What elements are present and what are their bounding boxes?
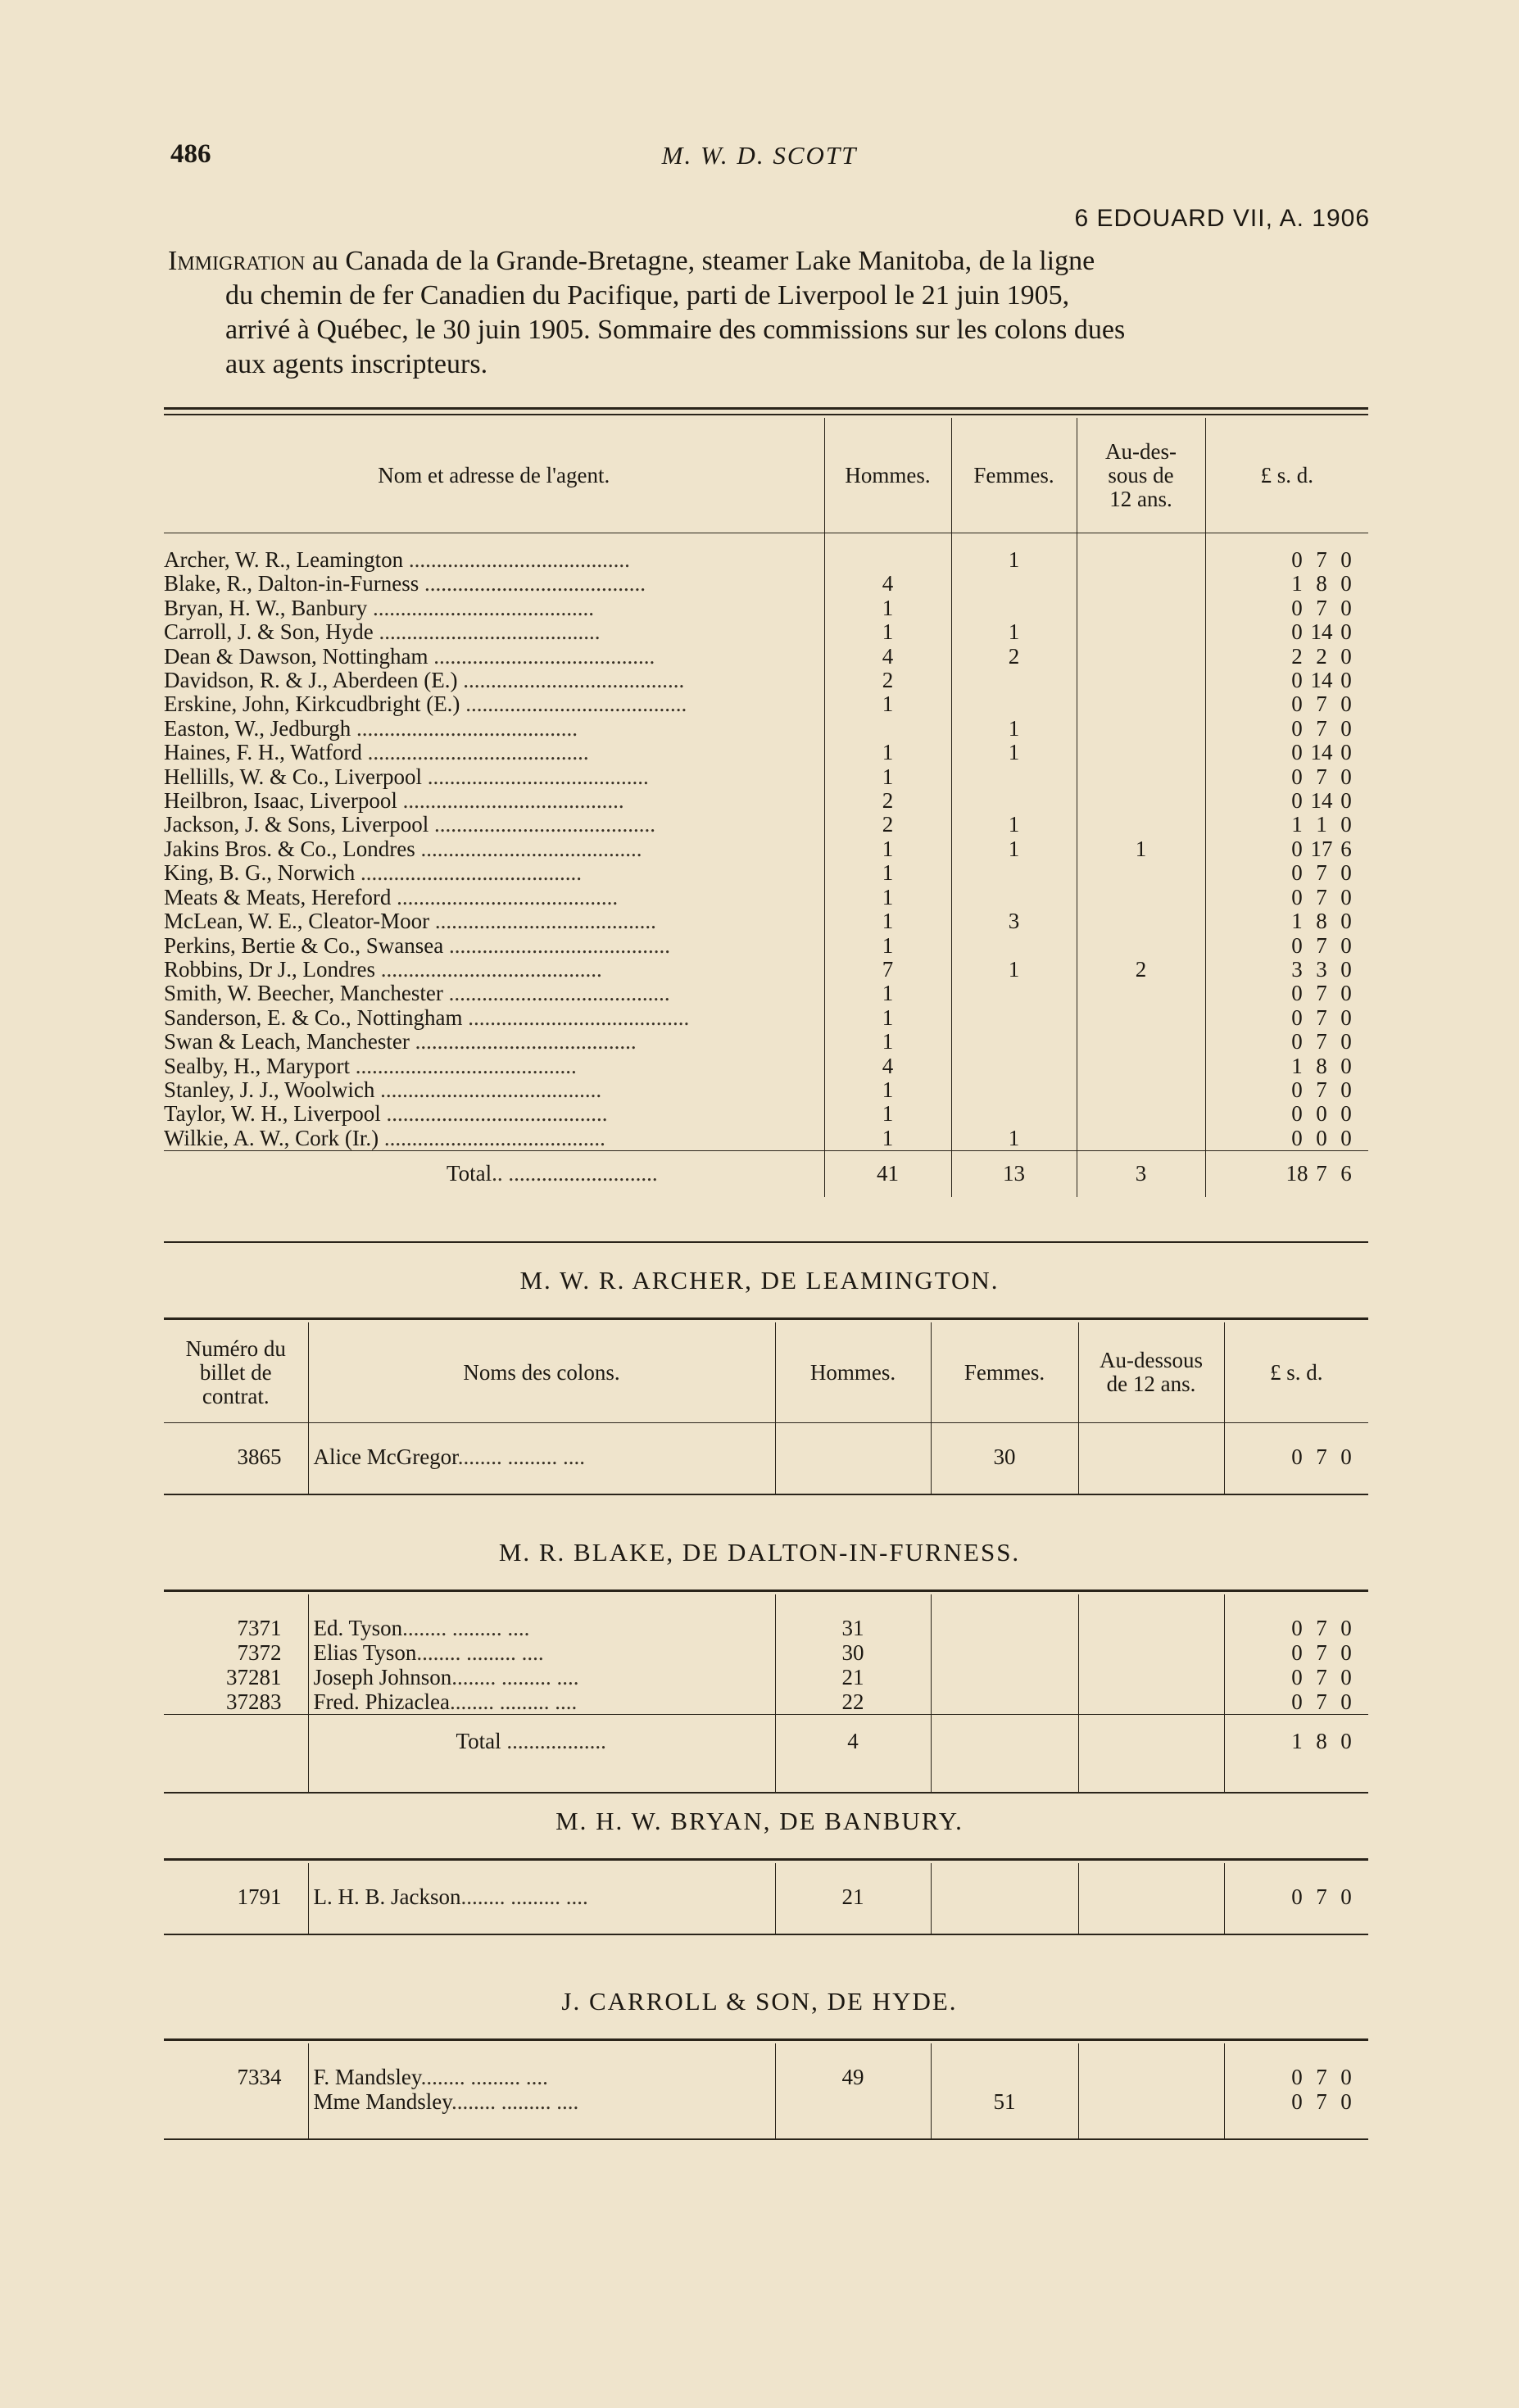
ticket-number: 1791 xyxy=(237,1884,282,1909)
summary-row xyxy=(164,861,1368,885)
section-top-rule xyxy=(164,1317,1368,1320)
men-count: 1 xyxy=(824,1127,951,1151)
men-age xyxy=(775,1423,931,1470)
summary-row xyxy=(164,1030,1368,1054)
under12-count xyxy=(1077,741,1205,764)
women-count xyxy=(951,1006,1077,1030)
summary-row xyxy=(164,692,1368,716)
colonist-name: Mme Mandsley........ ......... .... xyxy=(308,2089,775,2114)
summary-row xyxy=(164,1078,1368,1102)
session-label: 6 EDOUARD VII, A. 1906 xyxy=(1074,205,1370,232)
agent-name: Robbins, Dr J., Londres ........................................ xyxy=(164,957,602,982)
women-count xyxy=(951,982,1077,1005)
men-count: 1 xyxy=(824,837,951,861)
men-count: 1 xyxy=(824,596,951,620)
men-count: 1 xyxy=(824,861,951,885)
summary-row xyxy=(164,1054,1368,1078)
men-count: 1 xyxy=(824,741,951,764)
col-header-men: Hommes. xyxy=(775,1322,931,1423)
colonist-name: L. H. B. Jackson........ ......... .... xyxy=(308,1863,775,1909)
colonist-table xyxy=(164,1863,1368,1934)
women-age xyxy=(931,1689,1078,1715)
men-age: 30 xyxy=(775,1640,931,1665)
agent-name: Easton, W., Jedburgh ........................................ xyxy=(164,716,578,741)
summary-bottom-rule xyxy=(164,1241,1368,1243)
women-count: 2 xyxy=(951,645,1077,669)
ticket-number: 7372 xyxy=(237,1640,282,1665)
commission-amount: 0 7 0 xyxy=(1224,1689,1368,1715)
women-count xyxy=(951,886,1077,909)
under12-count xyxy=(1077,934,1205,958)
total-men: 41 xyxy=(824,1151,951,1198)
section-title: J. CARROLL & SON, DE HYDE. xyxy=(561,1987,958,2016)
commission-amount: 0 7 0 xyxy=(1205,717,1368,741)
intro-lead: Immigration xyxy=(168,246,306,276)
commission-amount: 0 7 0 xyxy=(1205,982,1368,1005)
under12-value xyxy=(1078,1689,1224,1715)
men-count xyxy=(824,533,951,573)
agent-name: Archer, W. R., Leamington ........................................ xyxy=(164,547,630,572)
men-count: 1 xyxy=(824,1030,951,1054)
summary-row xyxy=(164,886,1368,909)
commission-amount: 0 7 0 xyxy=(1205,934,1368,958)
women-count: 1 xyxy=(951,837,1077,861)
colonist-row xyxy=(164,1640,1368,1665)
col-header-under12: Au-des- sous de 12 ans. xyxy=(1077,418,1205,533)
summary-row xyxy=(164,1102,1368,1126)
colonist-row xyxy=(164,2043,1368,2089)
running-head-author: M. W. D. SCOTT xyxy=(661,141,858,170)
colonist-table xyxy=(164,1322,1368,1494)
summary-row xyxy=(164,765,1368,789)
summary-row xyxy=(164,596,1368,620)
men-count: 4 xyxy=(824,645,951,669)
men-count: 1 xyxy=(824,1078,951,1102)
under12-count: 1 xyxy=(1077,837,1205,861)
commission-amount: 0 7 0 xyxy=(1224,1594,1368,1640)
under12-count xyxy=(1077,1078,1205,1102)
men-age: 49 xyxy=(775,2043,931,2089)
commission-amount: 0 7 0 xyxy=(1205,1006,1368,1030)
under12-count xyxy=(1077,692,1205,716)
commission-amount: 0 7 0 xyxy=(1205,861,1368,885)
women-count: 3 xyxy=(951,909,1077,933)
summary-row xyxy=(164,741,1368,764)
ticket-number: 37281 xyxy=(226,1665,282,1689)
section-total-money: 1 8 0 xyxy=(1224,1715,1368,1768)
under12-count xyxy=(1077,813,1205,837)
men-age: 21 xyxy=(775,1665,931,1689)
section-top-rule xyxy=(164,1858,1368,1861)
women-count xyxy=(951,572,1077,596)
ticket-number: 7334 xyxy=(237,2065,282,2089)
commission-amount: 0 7 0 xyxy=(1205,1078,1368,1102)
commission-amount: 0 14 0 xyxy=(1205,669,1368,692)
summary-row xyxy=(164,909,1368,933)
agent-name: Jackson, J. & Sons, Liverpool ........................................ xyxy=(164,813,655,837)
section-top-rule xyxy=(164,1589,1368,1592)
commission-amount: 0 0 0 xyxy=(1205,1127,1368,1151)
under12-value xyxy=(1078,2089,1224,2114)
men-count: 2 xyxy=(824,813,951,837)
agent-name: Blake, R., Dalton-in-Furness ........................................ xyxy=(164,572,646,596)
summary-row xyxy=(164,982,1368,1005)
colonist-name: Fred. Phizaclea........ ......... .... xyxy=(308,1689,775,1715)
under12-count xyxy=(1077,789,1205,813)
summary-row xyxy=(164,572,1368,596)
col-header-under12: Au-dessous de 12 ans. xyxy=(1078,1322,1224,1423)
women-count: 1 xyxy=(951,741,1077,764)
agent-name: Taylor, W. H., Liverpool ........................................ xyxy=(164,1102,608,1127)
summary-row xyxy=(164,645,1368,669)
under12-count xyxy=(1077,620,1205,644)
section-total-label: Total .................. xyxy=(308,1715,775,1768)
commission-amount: 1 8 0 xyxy=(1205,1054,1368,1078)
summary-total-row xyxy=(164,1151,1368,1198)
women-count xyxy=(951,1030,1077,1054)
commission-amount: 0 14 0 xyxy=(1205,741,1368,764)
men-count: 1 xyxy=(824,909,951,933)
total-women: 13 xyxy=(951,1151,1077,1198)
intro-line1: au Canada de la Grande-Bretagne, steamer Lake Manitoba, de la ligne xyxy=(305,246,1095,276)
under12-count xyxy=(1077,572,1205,596)
women-count xyxy=(951,934,1077,958)
section-bottom-rule xyxy=(164,1792,1368,1794)
men-age: 22 xyxy=(775,1689,931,1715)
section-total-row xyxy=(164,1715,1368,1768)
agent-name: McLean, W. E., Cleator-Moor ........................................ xyxy=(164,909,656,934)
under12-value xyxy=(1078,1665,1224,1689)
col-header-women: Femmes. xyxy=(931,1322,1078,1423)
women-age xyxy=(931,1640,1078,1665)
women-count xyxy=(951,596,1077,620)
ticket-number: 37283 xyxy=(226,1689,282,1714)
ticket-number: 3865 xyxy=(237,1444,282,1469)
under12-count xyxy=(1077,645,1205,669)
col-header-money: £ s. d. xyxy=(1205,418,1368,533)
women-count xyxy=(951,1054,1077,1078)
agent-name: Stanley, J. J., Woolwich ........................................ xyxy=(164,1077,602,1102)
summary-top-rule-2 xyxy=(164,414,1368,415)
agent-name: Smith, W. Beecher, Manchester ........................................ xyxy=(164,982,670,1006)
commission-amount: 0 7 0 xyxy=(1205,692,1368,716)
agent-name: Heilbron, Isaac, Liverpool ........................................ xyxy=(164,789,624,814)
col-header-ticket: Numéro du billet de contrat. xyxy=(185,1336,286,1408)
summary-row xyxy=(164,837,1368,861)
agent-name: Bryan, H. W., Banbury ........................................ xyxy=(164,596,594,620)
under12-count xyxy=(1077,533,1205,573)
men-age: 31 xyxy=(775,1594,931,1640)
under12-count xyxy=(1077,1054,1205,1078)
summary-body xyxy=(164,533,1368,1151)
men-count: 4 xyxy=(824,1054,951,1078)
agent-name: Swan & Leach, Manchester ........................................ xyxy=(164,1030,637,1054)
summary-row xyxy=(164,789,1368,813)
women-age xyxy=(931,1863,1078,1909)
women-count xyxy=(951,1078,1077,1102)
colonist-name: Joseph Johnson........ ......... .... xyxy=(308,1665,775,1689)
men-count: 1 xyxy=(824,765,951,789)
commission-amount: 0 17 6 xyxy=(1205,837,1368,861)
men-age xyxy=(775,2089,931,2114)
agent-name: King, B. G., Norwich ........................................ xyxy=(164,861,582,886)
women-count xyxy=(951,1102,1077,1126)
agent-name: Carroll, J. & Son, Hyde ........................................ xyxy=(164,620,601,645)
section-top-rule xyxy=(164,2038,1368,2041)
agent-name: Perkins, Bertie & Co., Swansea ........................................ xyxy=(164,933,670,958)
summary-row xyxy=(164,620,1368,644)
colonist-row xyxy=(164,1594,1368,1640)
under12-count: 2 xyxy=(1077,958,1205,982)
women-age xyxy=(931,1665,1078,1689)
men-count xyxy=(824,717,951,741)
commission-amount: 1 8 0 xyxy=(1205,909,1368,933)
summary-row xyxy=(164,934,1368,958)
under12-count xyxy=(1077,1030,1205,1054)
colonist-row xyxy=(164,1423,1368,1470)
section-title: M. R. BLAKE, DE DALTON-IN-FURNESS. xyxy=(498,1538,1021,1567)
commission-amount: 0 7 0 xyxy=(1224,1863,1368,1909)
under12-count xyxy=(1077,596,1205,620)
commission-amount: 0 7 0 xyxy=(1205,533,1368,573)
commission-amount: 0 7 0 xyxy=(1205,1030,1368,1054)
commission-amount: 2 2 0 xyxy=(1205,645,1368,669)
colonist-row xyxy=(164,1665,1368,1689)
agent-name: Dean & Dawson, Nottingham ........................................ xyxy=(164,644,655,669)
ticket-number: 7371 xyxy=(237,1616,282,1640)
under12-count xyxy=(1077,1006,1205,1030)
section-bottom-rule xyxy=(164,1934,1368,1935)
ticket-number xyxy=(164,2089,308,2114)
commission-amount: 0 7 0 xyxy=(1224,2043,1368,2089)
agent-name: Wilkie, A. W., Cork (Ir.) ........................................ xyxy=(164,1126,605,1150)
summary-row xyxy=(164,813,1368,837)
men-count: 2 xyxy=(824,789,951,813)
men-count: 1 xyxy=(824,1102,951,1126)
intro-line2: du chemin de fer Canadien du Pacifique, parti de Liverpool le 21 juin 1905, xyxy=(225,280,1070,311)
commission-amount: 0 14 0 xyxy=(1205,620,1368,644)
under12-value xyxy=(1078,1594,1224,1640)
women-count: 1 xyxy=(951,1127,1077,1151)
section-bottom-rule xyxy=(164,1494,1368,1495)
agent-name: Sanderson, E. & Co., Nottingham ........................................ xyxy=(164,1005,690,1030)
men-count: 1 xyxy=(824,620,951,644)
colonist-row xyxy=(164,1689,1368,1715)
under12-count xyxy=(1077,982,1205,1005)
section-title: M. H. W. BRYAN, DE BANBURY. xyxy=(555,1807,964,1835)
women-count xyxy=(951,861,1077,885)
summary-top-rule xyxy=(164,407,1368,410)
under12-count xyxy=(1077,861,1205,885)
men-count: 1 xyxy=(824,934,951,958)
commission-amount: 0 7 0 xyxy=(1205,596,1368,620)
summary-row xyxy=(164,717,1368,741)
men-age: 21 xyxy=(775,1863,931,1909)
agent-name: Haines, F. H., Watford ........................................ xyxy=(164,741,589,765)
summary-row xyxy=(164,533,1368,573)
women-count xyxy=(951,765,1077,789)
commission-amount: 0 0 0 xyxy=(1205,1102,1368,1126)
men-count: 2 xyxy=(824,669,951,692)
commission-amount: 3 3 0 xyxy=(1205,958,1368,982)
summary-row xyxy=(164,1006,1368,1030)
under12-value xyxy=(1078,1863,1224,1909)
colonist-row xyxy=(164,2089,1368,2114)
colonist-name: Elias Tyson........ ......... .... xyxy=(308,1640,775,1665)
colonist-name: Ed. Tyson........ ......... .... xyxy=(308,1594,775,1640)
women-count: 1 xyxy=(951,813,1077,837)
under12-count xyxy=(1077,1102,1205,1126)
total-under12: 3 xyxy=(1077,1151,1205,1198)
men-count: 1 xyxy=(824,1006,951,1030)
women-age xyxy=(931,1594,1078,1640)
commission-amount: 0 7 0 xyxy=(1205,886,1368,909)
commission-amount: 0 7 0 xyxy=(1224,1665,1368,1689)
col-header-money: £ s. d. xyxy=(1224,1322,1368,1423)
agent-name: Meats & Meats, Hereford ........................................ xyxy=(164,885,619,909)
women-age: 51 xyxy=(931,2089,1078,2114)
col-header-women: Femmes. xyxy=(951,418,1077,533)
women-count xyxy=(951,669,1077,692)
intro-line4: aux agents inscripteurs. xyxy=(225,349,488,379)
agent-name: Sealby, H., Maryport ........................................ xyxy=(164,1054,577,1078)
commission-amount: 0 7 0 xyxy=(1224,2089,1368,2114)
women-age xyxy=(931,2043,1078,2089)
total-money: 18 7 6 xyxy=(1205,1151,1368,1198)
under12-count xyxy=(1077,765,1205,789)
women-count: 1 xyxy=(951,958,1077,982)
women-count: 1 xyxy=(951,620,1077,644)
colonist-table xyxy=(164,2043,1368,2138)
commission-amount: 1 8 0 xyxy=(1205,572,1368,596)
men-count: 1 xyxy=(824,692,951,716)
women-age: 30 xyxy=(931,1423,1078,1470)
summary-row xyxy=(164,669,1368,692)
colonist-row xyxy=(164,1863,1368,1909)
col-header-names: Noms des colons. xyxy=(308,1322,775,1423)
summary-table xyxy=(164,418,1368,1197)
colonist-name: Alice McGregor........ ......... .... xyxy=(308,1423,775,1470)
under12-value xyxy=(1078,1423,1224,1470)
agent-name: Hellills, W. & Co., Liverpool ........................................ xyxy=(164,764,649,789)
commission-amount: 1 1 0 xyxy=(1205,813,1368,837)
men-count: 4 xyxy=(824,572,951,596)
women-count xyxy=(951,692,1077,716)
colonist-table xyxy=(164,1594,1368,1792)
commission-amount: 0 14 0 xyxy=(1205,789,1368,813)
under12-count xyxy=(1077,717,1205,741)
under12-count xyxy=(1077,886,1205,909)
agent-name: Davidson, R. & J., Aberdeen (E.) ........................................ xyxy=(164,669,685,693)
page-number: 486 xyxy=(170,139,211,169)
women-count: 1 xyxy=(951,717,1077,741)
under12-value xyxy=(1078,1640,1224,1665)
men-count: 1 xyxy=(824,886,951,909)
summary-row xyxy=(164,1127,1368,1151)
men-count: 7 xyxy=(824,958,951,982)
men-count: 1 xyxy=(824,982,951,1005)
col-header-men: Hommes. xyxy=(824,418,951,533)
commission-amount: 0 7 0 xyxy=(1224,1640,1368,1665)
section-bottom-rule xyxy=(164,2138,1368,2140)
under12-value xyxy=(1078,2043,1224,2089)
summary-row xyxy=(164,958,1368,982)
agent-name: Jakins Bros. & Co., Londres ........................................ xyxy=(164,837,642,861)
under12-count xyxy=(1077,909,1205,933)
intro-line3: arrivé à Québec, le 30 juin 1905. Sommaire des commissions sur les colons dues xyxy=(225,315,1126,345)
colonist-name: F. Mandsley........ ......... .... xyxy=(308,2043,775,2089)
commission-amount: 0 7 0 xyxy=(1224,1423,1368,1470)
section-total-men: 4 xyxy=(775,1715,931,1768)
under12-count xyxy=(1077,669,1205,692)
agent-name: Erskine, John, Kirkcudbright (E.) ........................................ xyxy=(164,692,687,717)
women-count: 1 xyxy=(951,533,1077,573)
col-header-agent: Nom et adresse de l'agent. xyxy=(378,462,610,487)
women-count xyxy=(951,789,1077,813)
intro-paragraph xyxy=(168,244,1372,382)
under12-count xyxy=(1077,1127,1205,1151)
total-label: Total.. ........................... xyxy=(164,1151,824,1198)
section-title: M. W. R. ARCHER, DE LEAMINGTON. xyxy=(519,1266,1000,1295)
commission-amount: 0 7 0 xyxy=(1205,765,1368,789)
